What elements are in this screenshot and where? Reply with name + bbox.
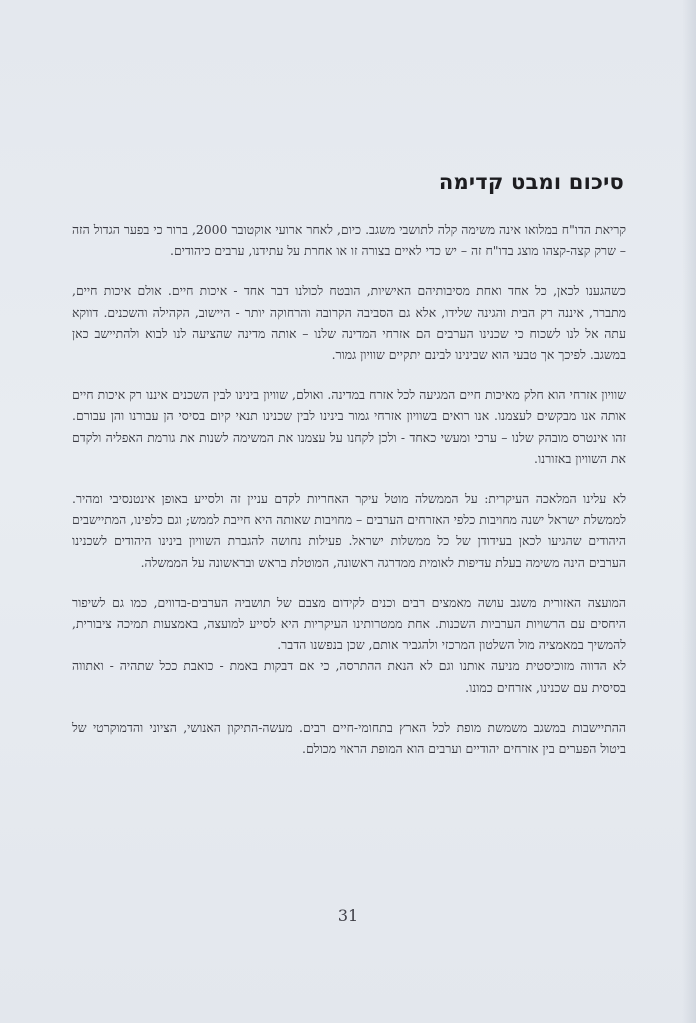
body-text — [72, 219, 626, 778]
paragraph-intro: קריאת הדו"ח במלואו אינה משימה קלה לתושבי משגב. כיום, לאחר ארועי אוקטובר 2000, ברור כי בפער הגדול הזה – שרק קצה-קצהו מוצג בדו"ח זה – יש כדי לאיים בצורה זו או אחרת על עתידנו, ערבים כיהודים. — [72, 222, 626, 259]
paragraph-civil-equality: שוויון אזרחי הוא חלק מאיכות חיים המגיעה לכל אזרח במדינה. ואולם, שוויון בינינו לבין השכנים איננו רק איכות חיים אותה אנו מבקשים לעצמנו. אנו רואים בשוויון אזרחי גמור בינינו לבין שכנינו תנאי קיום בסיסי הן עבורנו והן עבורם. זהו אינטרס מובהק שלנו – ערכי ומעשי כאחד - ולכן לקחנו על עצמנו את המשימה לשנות את גורמת האפליה ולקדם את השוויון באזורנו. — [72, 387, 626, 466]
paragraph-government-responsibility: לא עלינו המלאכה העיקרית: על הממשלה מוטל עיקר האחריות לקדם עניין זה ולסייע באופן אינטנסיבי ומהיר. לממשלת ישראל ישנה מחויבות כלפי האזרחים הערבים – מחויבות שאותה היא חייבת לממש; וגם כלפינו, המתיישבים היהודים שהגיעו לכאן בעידודן של כל ממשלות ישראל. פעילות נחושה להגברת השוויון בינינו היהודים לשכנינו הערבים הינה משימה בעלת עדיפות לאומית ממדרגה ראשונה, המוטלת בראש ובראשונה על הממשלה. — [72, 491, 626, 570]
page-number: 31 — [337, 906, 359, 925]
paragraph-quality-of-life: כשהגענו לכאן, כל אחד ואחת מסיבותיהם האישיות, הובטח לכולנו דבר אחד - איכות חיים. אולם איכות חיים, מתברר, איננה רק הבית והגינה שלידו, אלא גם הסביבה הקרובה והרחוקה יותר - היישוב, הקהילה והשכנים. דווקא עתה אל לנו לשכוח כי שכנינו הערבים הם אזרחי המדינה שלנו – אותה מדינה שהציעה לנו לבוא ולהתיישב כאן במשגב. לפיכך אך טבעי הוא שבינינו לבינם יתקיים שוויון גמור. — [72, 283, 626, 363]
page-edge-shadow — [682, 0, 696, 1023]
paragraph-regional-council: המועצה האזורית משגב עושה מאמצים רבים וכנים לקידום מצבם של תושביה הערבים-בדווים, כמו גם לשיפור היחסים עם הרשויות הערביות השכנות. אחת ממטרותינו העיקריות היא לסייע למועצה, באמצעות תמיכה ציבורית, להמשיך במאמציה מול השלטון המרכזי ולהגביר אותם, שכן בנפשנו הדבר. — [72, 594, 626, 653]
page-title: סיכום ומבט קדימה — [438, 170, 624, 194]
paragraph-conclusion: ההתיישבות במשגב משמשת מופת לכל הארץ בתחומי-חיים רבים. מעשה-התיקון האנושי, הציוני והדמוקרטי של ביטול הפערים בין אזרחים יהודיים וערבים הוא המופת הראוי מכולם. — [72, 719, 626, 757]
paragraph-motivation: לא הדווה מזוכיסטית מניעה אותנו וגם לא הנאת ההתרסה, כי אם דבקות באמת - כואבת ככל שתהיה - ואתווה בסיסית עם שכנינו, אזרחים כמונו. — [72, 658, 626, 695]
